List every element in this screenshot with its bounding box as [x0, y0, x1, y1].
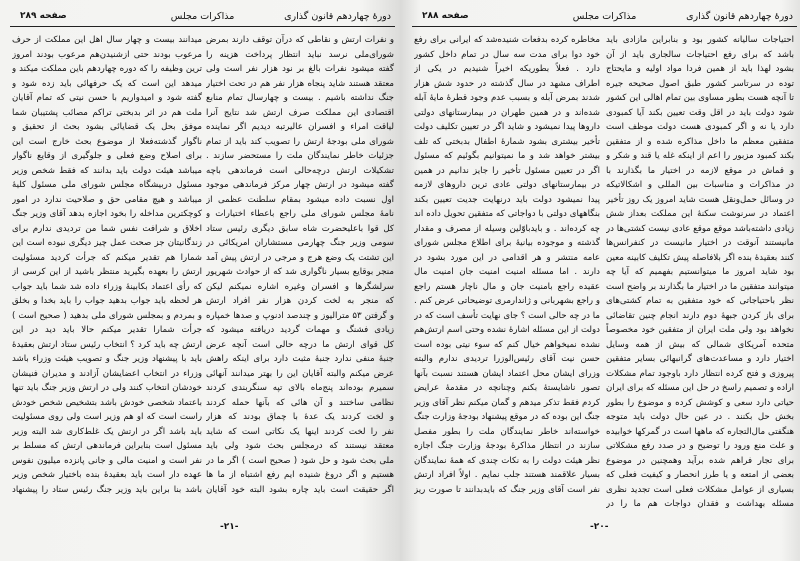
text-line: زیادی داشته‌باشد موقع موقع عادی نیست کشتی‌ها در	[606, 223, 794, 234]
text-line: عهده دار است باید بعقیدهٔ بنده باختیار شخص وزیر	[12, 470, 202, 480]
text-line: میدهد این است که یک حرفهائی باید زده شود و	[12, 78, 202, 89]
text-line: خود دوا برای مدت سه سال در تمام داخل کشور	[414, 49, 600, 60]
text-line: که منجر به لخت کردن هزار نفر افراد ارتش	[206, 296, 394, 306]
text-line: متحده آمریکای شمالی که بیش از همه وسایل	[606, 339, 794, 350]
text-line: برای تجار فراهم شده برآید وهمچنین در موضوع	[606, 455, 794, 466]
text-line: تأخیر بیشتری بشود شمارهٔ اطفال بدبختی که تلف	[414, 136, 600, 147]
text-line: مسئول دربیشگاه مجلس شورای ملی مسئول کلیهٔ	[12, 180, 202, 190]
text-line: سمیرم بوده‌اند پنج‌ماه بالای تپه سنگربندی کردند	[206, 383, 394, 393]
text-line: باعتماد شخصی خودش باشد بتشخیص شخص خودش	[12, 397, 202, 408]
text-line: وزراء در انتخاب اعضایشان آزادند و مدیران فنیشان	[12, 368, 202, 379]
text-line: گذشته و موجوده بیانیهٔ برای اطلاع مجلس شورای	[414, 238, 600, 248]
text-line: نشده نمیخواهم خیال کنم که سوء نیتی بوده است	[414, 339, 600, 350]
page-footer-number: -۲۰-	[590, 522, 609, 532]
text-line: بسیاری از عوامل مشکلات فعلی است تجدید نظری	[606, 484, 794, 495]
text-line: نفر است آقای وزیر جنگ که بایدبدانند تا صورت ریز	[414, 484, 600, 495]
text-line: دارد یا نه و اگر کمبودی هست دولت موظف است	[606, 122, 794, 132]
text-line: کل قوای ارتش ما درچه حالی است آنچه عرض	[206, 339, 394, 350]
text-line: گفته شود و امیدواریم با حسن نیتی که تمام آقایان	[12, 93, 202, 103]
text-line: تا آنچه هست بطور مساوی بین تمام اهالی این کشور	[606, 93, 794, 103]
text-line: و قماش در موقع لازمه در اختیار ما بگذارند با	[606, 165, 794, 176]
text-line: معتقد هستند شاید پنجاه هزار نفر هم در تحت اختیار	[206, 78, 394, 89]
text-line: ارتش چه باید کرد ؟ انتخاب رئیس ستاد ارتش بعقیدهٔ	[12, 339, 202, 350]
text-column-right	[606, 33, 794, 512]
text-line: حسن نیت آقای رئیس‌الوزرا تردیدی ندارم والبته	[414, 354, 600, 364]
text-line: جنگ این بوده که در موقع پیشنهاد بودجهٔ وزارت جنگ	[414, 412, 600, 422]
text-line: احتیاجات سالیانه کشور بود و بنابراین مازادی باید	[606, 35, 794, 45]
text-line: بسیار علاقمند هستند جلب نمایم . اولاً افراد ارتش	[414, 470, 600, 480]
text-line: گفته میشود در ارتش چهار مرکز فرماندهی موجود	[206, 180, 394, 190]
text-line: شود دولت باید در اقل وقت تعیین بکند آیا کمبودی	[606, 107, 794, 118]
text-line: زیادی فشنگ و مهمات گردید دریافته میشود که	[206, 325, 394, 335]
text-line: اطراف مشهد در سال گذشته در حدود شش هزار	[414, 78, 600, 89]
text-line: راست است که او هم وزیر است ولی روی مسئولیت	[12, 412, 202, 422]
text-line: نظر هیئت دولت را به نکات چندی که همهٔ نمایندگان	[414, 455, 600, 466]
text-line: و راجع بشهربانی و ژاندارمری توضیحاتی عرض کنم .	[414, 296, 600, 306]
text-line: باشد بنا براین باید وزیر جنگ رئیس ستاد را پیشنهاد	[12, 484, 202, 495]
text-line: عرض میکنم والبته آقایان این را بهتر میدانند آنهائی	[206, 368, 394, 379]
text-line: سومی وزیر جنگ چهارمی مستشاران امریکائی در	[206, 238, 394, 248]
text-line: پیروزی و فتح کرده انتظار دارد باوجود تمام مشکلات	[606, 368, 794, 379]
header-center-title: مذاکرات مجلس	[170, 11, 235, 22]
text-line: اگر حقیقت است باید چاره بشود البته خود آقایان	[206, 484, 394, 495]
text-line: بیشتر خواهد شد و ما نمیتوانیم بگوئیم که مسئول	[414, 151, 600, 161]
text-line: معتقد نیستند که درمجلس بحث شود ولی باید	[206, 441, 394, 451]
text-line: اخلاق و شرافت نفس شما من تردیدی ندارم برای	[12, 223, 202, 234]
text-line: لیاقت امراء و افسران عالیرتبه دیدیم اگر نماینده	[206, 122, 394, 132]
text-line: سازند در انتظار مذاکرهٔ بودجهٔ وزارت جنگ اجازه	[414, 441, 600, 451]
text-line: دارند . اما مسئله امنیت امنیت جان امنیت مال	[414, 267, 600, 277]
text-line: تصور ناشایستهٔ بکنم وچنانچه در مقدمهٔ عرایض	[414, 383, 600, 393]
text-line: بنگاههای دولتی با دواجاتی که متفقین تحویل داده اند	[414, 209, 600, 219]
text-line: مرعوب بودند حتی ازشنیدن‌هم مرعوب بودند امروز	[12, 49, 202, 60]
text-line: نظر باحتیاجاتی که خود متفقین به تمام کشتی‌های	[606, 296, 794, 306]
header-page-number: صفحه ۲۸۸	[422, 11, 469, 21]
text-line: میباشد هیئت دولت باید بدانند که فقط شخص وزیر	[12, 165, 202, 176]
page-header	[412, 10, 797, 27]
text-line: نظامی ساختند و آن هائی که بآنها حمله کردند	[206, 397, 394, 408]
text-line: میدانند بیست و چهار سال اهل این مملکت از حرف	[12, 35, 202, 45]
text-line: اختیار دارد و مساعدت‌های گرانبهائی بسایر متفقین	[606, 354, 794, 364]
text-line: این تشتت یک وضع هرج و مرجی در ارتش پیش آمد	[206, 252, 394, 263]
text-line: جنگ نداشته باشیم . بیست و چهارسال تمام منابع	[206, 93, 394, 103]
text-line: برای باز کردن جبههٔ دوم دارند انجام چنین تقاضائی	[606, 310, 794, 321]
header-center-title: مذاکرات مجلس	[572, 11, 637, 22]
text-column-right	[206, 33, 394, 497]
text-column-left	[414, 33, 600, 497]
text-line: میباشد و هیچ مقامی حق و صلاحیت ندارد در امور	[12, 194, 202, 205]
text-line: شورای‌ملی نرسد نباید انتظار پرداخت هزینه را	[206, 49, 394, 60]
text-line: پیدا نمیشود دولت باید درنهایت جدیت تعیین بکند	[414, 194, 600, 205]
text-line: و علت منع ورود را توضیح و در صدد رفع مشکلاتی	[606, 441, 794, 451]
text-line: شورای ملی بودجهٔ ارتش را تصویب کند باید از تمام	[206, 136, 394, 147]
text-line: و نفرات ارتش و نقاطی که درآن توقف دارند بمرض	[206, 35, 394, 45]
text-line: بخش حل بکنند . در عین حال دولت باید متوجه	[606, 412, 794, 422]
text-line: زندگانیتان جز صحت عمل چیز دیگری نبوده است این	[12, 238, 202, 248]
text-line: گفته میشود نفرات بالغ بر نود هزار نفر است ولی	[206, 64, 394, 74]
text-line: دولت از این مسئله اشارهٔ نشده وحتی اسم ارتش‌هم	[414, 325, 600, 335]
text-line: باشد که برای رفع احتیاجات سالجاری باید از آن	[606, 49, 794, 60]
text-line: هر لحظه باید جواب بدهید جواب را باید بخدا و بخلق	[12, 296, 202, 306]
text-line: خودشان انتخاب کنند ولی در ارتش وزیر جنگ باید تنها	[12, 383, 202, 393]
text-line: برای اصلاح وضع فعلی و جلوگیری از وقایع ناگوار	[12, 151, 202, 161]
text-line: خواسته‌اند خاطر نمایندگان ملت را بطور مفصل	[414, 426, 600, 437]
text-line: کل قوا باعلیحضرت شاه سابق دیگری رئیس ستاد	[206, 223, 394, 234]
text-line: عقیده راجع بامنیت جان و مال ناچار هستم راجع	[414, 281, 600, 292]
text-line: ملت هم در اثر بدبختی تراکم مصائب پشتیبان شما	[12, 107, 202, 118]
text-line: کردم فقط تذکر میدهم و گمان میکنم نظر آقای وزیر	[414, 397, 600, 408]
text-line: اراده و تصمیم راسخ در حل این مسئله که برای ایران	[606, 383, 794, 393]
text-line: در بیمارستانهای دولتی عادی ترین داروهای لازمه	[414, 180, 600, 190]
text-line: شدند بمرض آبله و بسبب عدم وجود قطرهٔ مایهٔ آبله	[414, 93, 600, 103]
page-footer-number: -۲۱-	[220, 522, 239, 532]
text-line: که رأی اعتماد بکابینهٔ وزراء داده شد شما باید جواب	[12, 281, 202, 292]
text-line: میتوانند متفقین ما در اختیار ما بگذارند بر واضح است	[606, 281, 794, 292]
text-line: نامهٔ مجلس شورای ملی راجع باعطاء اختیارات و	[206, 209, 394, 219]
text-line: شمارا هم تقدیر میکنم که جرأت کردید مسئولیت	[12, 252, 202, 263]
text-line: منجر بوقایع بسیار ناگواری شد که از حوادث شهریور	[206, 267, 394, 277]
text-line: اگر در تعیین مسئول تأخیر را جایز ندانیم در همین	[414, 165, 600, 176]
text-line: ما در چه حالی است ؟ جای نهایت تأسف است که در	[414, 310, 600, 321]
text-line: حیاتی دارد سعی و کوشش کرده و موضوع را بطور	[606, 397, 794, 408]
text-line: مسئله بهداشت و فقدان دواجات هم ما را در	[606, 499, 794, 509]
text-line: ناگوار گذشته‌فعلا از موضوع بحث خارج است این	[12, 136, 202, 147]
text-line: و گرفتن ۵۳ مترالیوز و چندصد ادنوپ و صدها خمپاره	[206, 310, 394, 321]
text-line: نفر را لخت کردند اینها یک نکاتی است که شاید	[206, 426, 394, 437]
text-line: بعضی از امتعه و یا طرز انحصار و کیفیت فعلی که	[606, 470, 794, 480]
text-line: باید با پیشنهاد وزیر جنگ و تصویب هیئت وزراء باشد	[12, 354, 202, 364]
text-line: داروها پیدا نمیشود و شاید اگر در تعیین تکلیف دولت	[414, 122, 600, 132]
text-line: تشکیلات ارتش درچه‌حالی است فرماندهی باچه	[206, 165, 394, 176]
text-line: کنند بعقیدهٔ بنده اگر بلافاصله پیش تکلیف کابینه معین	[606, 252, 794, 263]
text-line: هنگفتی مال‌التجاره که ماهها است در گمرکها خوابیده	[606, 426, 794, 437]
text-line: مخاطره کرده بدفعات شنیده‌شد که ایرانی برای رفع	[414, 35, 600, 45]
header-page-number: صفحه ۲۸۹	[20, 11, 67, 21]
text-line: شده‌اند و در همین طهران در بیمارستانهای دولتی	[414, 107, 600, 118]
text-line: سرلشگرها و افسران وغیره اشاره نمیکنم لیکن	[206, 281, 394, 292]
text-line: بشود لهذا باید از همین فردا مواد اولیه و مایحتاج	[606, 64, 794, 74]
text-line: موفق بحل یک قضایائی بشود بحث از تحقیق و	[12, 122, 202, 132]
text-line: چه کرده‌اند . و بایدباوّلین وسیله از مصرف و مقدار	[414, 223, 600, 234]
text-column-left	[12, 33, 202, 497]
text-line: ملی بحث شود و حل شود ( صحیح است ) اگر ما در	[206, 455, 394, 466]
header-session-title: دورهٔ چهاردهم قانون گذاری	[284, 11, 391, 22]
text-line: جنبهٔ منفی ندارد جنبهٔ مثبت دارد برای اینکه راهش	[206, 354, 394, 364]
text-line: توده در سرتاسر کشور طبق اصول صحیحه جیره	[606, 78, 794, 89]
text-line: اول نسبت داده میشود بمقام سلطنت عظمی از	[206, 194, 394, 205]
text-line: باید باشد اگر در ارتش یک غلط‌کاری شد البته وزیر	[12, 426, 202, 437]
text-line: هستیم و اگر دروغ شنیده ایم رفع اشتباه از ما ها	[206, 470, 394, 480]
text-line: و بمردم و بمجلس شورای ملی بدهید ( صحیح است )	[12, 310, 202, 321]
text-line: بکند کمبود مزبور را اعم از اینکه غله یا قند و شکر و	[606, 151, 794, 161]
text-line: بود شاید امروز ما میتوانستیم بفهمیم که آیا چه	[606, 267, 794, 277]
text-line: اقتصادی این مملکت صرف ارتش شد نتایج آنرا	[206, 107, 394, 118]
text-line: اعتماد در سرنوشت سکنهٔ این مملکت بعداز شش	[606, 209, 794, 219]
text-line: متفقین معظم ما داخل مذاکره شده و از متفقین	[606, 136, 794, 147]
right-page	[400, 0, 800, 561]
text-line: کوچکترین مداخله را بخود اجازه بدهد آقای وزیر جنگ	[12, 209, 202, 219]
text-line: دارد . فعلاً بطوریکه اخیراً شنیدیم در یکی از	[414, 64, 600, 74]
text-line: وزرای ایشان محل اعتماد ایشان هستند نسبت بآنها	[414, 368, 600, 379]
text-line: و لخت کردند یک عدهٔ با چماق بودند که هزار	[206, 412, 394, 422]
text-line: عامه منتشر و هر اقدامی در این مورد بشود در	[414, 252, 600, 263]
text-line: در مذاکرات و مناسبات بین المللی و اشکالاتیکه	[606, 180, 794, 190]
text-line: مانیستند آنوقت در اختیار مانیست در کنفرانس‌ها	[606, 238, 794, 248]
text-line: ترین وظیفه را که دوره چهاردهم باین مملکت میکند و	[12, 64, 202, 74]
text-line: مسئول است بنابراین فرماندهی ارتش که مسلط بر	[12, 441, 202, 451]
page-header	[10, 10, 395, 27]
text-line: جرأت شمارا تقدیر میکنم حالا باید دید در این	[12, 325, 202, 335]
text-line: جزئیات خاطر نمایندگان ملت را مستحضر سازند .	[206, 151, 394, 161]
header-session-title: دورهٔ چهاردهم قانون گذاری	[686, 11, 793, 22]
text-line: ارتش را بعهده بگیرید منتظر باشید از این کرسی از	[12, 267, 202, 277]
text-line: نخواهد بود ولی ملت ایران از متفقین خود مخصوصاً	[606, 325, 794, 335]
text-line: نفر است و امنیت مالی و جانی پانزده میلیون نفوس	[12, 455, 202, 466]
text-line: در وسائل حمل‌ونقل هست شاید امروز یک روز تأخیر	[606, 194, 794, 205]
